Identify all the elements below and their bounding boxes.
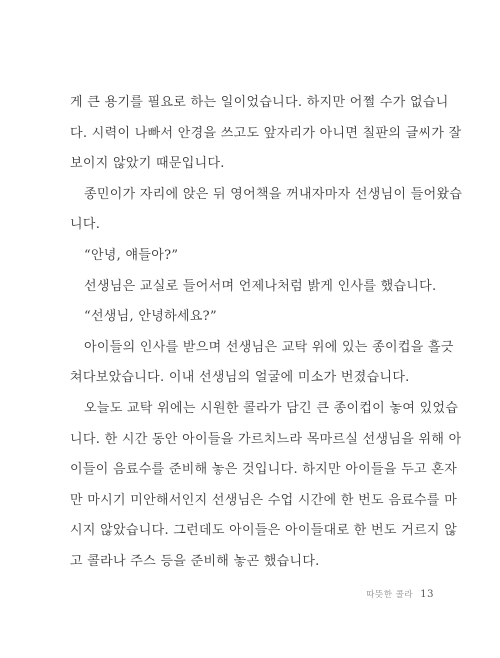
text-line: 종민이가 자리에 앉은 뒤 영어책을 꺼내자마자 선생님이 들어왔습 — [84, 186, 463, 202]
text-line: 이들이 음료수를 준비해 놓은 것입니다. 하지만 아이들을 두고 혼자 — [70, 462, 458, 478]
text-line: 선생님은 교실로 들어서며 언제나처럼 밝게 인사를 했습니다. — [84, 278, 437, 294]
text-line: 니다. 한 시간 동안 아이들을 가르치느라 목마르실 선생님을 위해 아 — [70, 431, 462, 447]
text-line: 니다. — [70, 217, 101, 233]
page-number: 13 — [420, 589, 434, 600]
text-line: 오늘도 교탁 위에는 시원한 콜라가 담긴 큰 종이컵이 놓여 있었습 — [84, 400, 459, 416]
text-line: “안녕, 얘들아?” — [84, 247, 179, 263]
running-title: 따뜻한 콜라 — [366, 590, 414, 600]
text-line: 보이지 않았기 때문입니다. — [70, 156, 225, 172]
page-footer — [366, 588, 434, 600]
text-line: 게 큰 용기를 필요로 하는 일이었습니다. 하지만 어쩔 수가 없습니 — [70, 95, 449, 110]
body-text — [70, 88, 463, 578]
text-line: 만 마시기 미안해서인지 선생님은 수업 시간에 한 번도 음료수를 마 — [70, 492, 458, 508]
text-line: 쳐다보았습니다. 이내 선생님의 얼굴에 미소가 번졌습니다. — [70, 370, 410, 386]
text-line: “선생님, 안녕하세요?” — [84, 309, 217, 325]
text-line: 아이들의 인사를 받으며 선생님은 교탁 위에 있는 종이컵을 흘긋 — [84, 339, 454, 355]
text-line: 시지 않았습니다. 그런데도 아이들은 아이들대로 한 번도 거르지 않 — [70, 523, 458, 539]
text-line: 고 콜라나 주스 등을 준비해 놓곤 했습니다. — [70, 553, 320, 569]
text-line: 다. 시력이 나빠서 안경을 쓰고도 앞자리가 아니면 칠판의 글씨가 잘 — [70, 125, 462, 141]
